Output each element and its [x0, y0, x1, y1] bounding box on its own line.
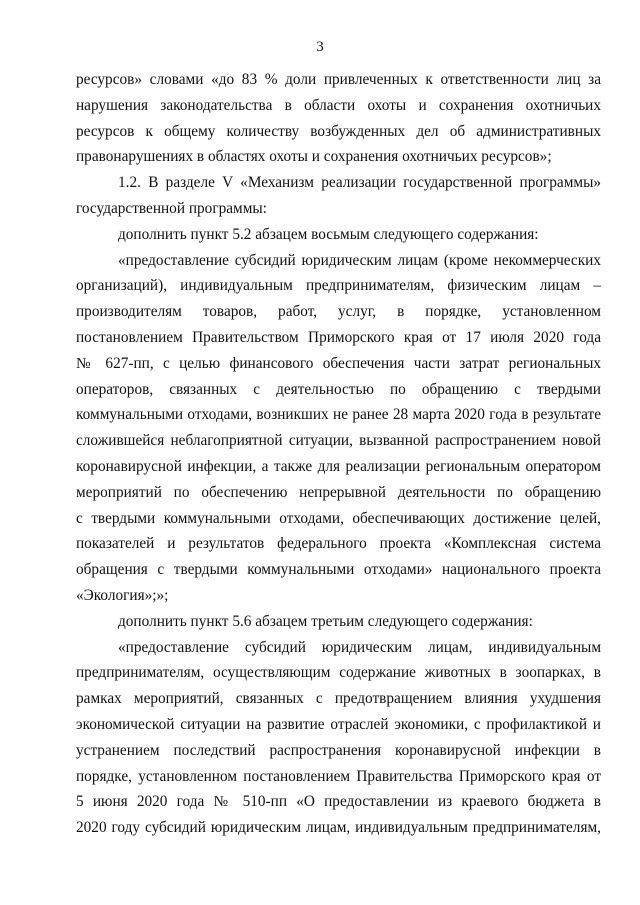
page-number: 3	[316, 39, 324, 55]
text-line: предпринимателям, осуществляющим содержание животных в зоопарках, в	[76, 664, 601, 682]
document-body	[76, 67, 601, 841]
text-line: 1.2. В разделе V «Механизм реализации государственной программы»	[118, 174, 601, 192]
text-line: экономической ситуации на развитие отраслей экономики, с профилактикой и	[76, 715, 601, 733]
text-line: № 627-пп, с целью финансового обеспечения части затрат региональных	[76, 354, 601, 372]
text-line: «Экология»;»;	[76, 586, 169, 604]
text-line: дополнить пункт 5.6 абзацем третьим следующего содержания:	[118, 612, 533, 630]
text-line: дополнить пункт 5.2 абзацем восьмым следующего содержания:	[118, 225, 539, 243]
text-line: сложившейся неблагоприятной ситуации, вызванной распространением новой	[76, 432, 601, 450]
text-line: постановлением Правительством Приморского края от 17 июля 2020 года	[76, 328, 601, 346]
text-line: с твердыми коммунальными отходами, обеспечивающих достижение целей,	[76, 509, 601, 527]
text-line: порядке, установленном постановлением Правительства Приморского края от	[76, 767, 601, 785]
text-line: нарушения законодательства в области охоты и сохранения охотничьих	[76, 96, 601, 114]
text-line: 2020 году субсидий юридическим лицам, индивидуальным предпринимателям,	[76, 819, 601, 837]
text-line: ресурсов» словами «до 83 % доли привлеченных к ответственности лиц за	[76, 71, 601, 88]
text-line: правонарушениях в областях охоты и сохранения охотничьих ресурсов»;	[76, 148, 552, 166]
text-line: коммунальными отходами, возникших не ранее 28 марта 2020 года в результате	[76, 406, 601, 424]
text-line: «предоставление субсидий юридическим лицам, индивидуальным	[118, 638, 601, 656]
text-line: обращения с твердыми коммунальными отходами» национального проекта	[76, 561, 601, 579]
text-line: показателей и результатов федерального проекта «Комплексная система	[76, 535, 601, 553]
text-line: государственной программы:	[76, 199, 267, 217]
text-line: ресурсов к общему количеству возбужденных дел об административных	[76, 122, 601, 140]
text-line: организаций), индивидуальным предпринимателям, физическим лицам –	[76, 277, 601, 295]
text-line: устранением последствий распространения коронавирусной инфекции в	[76, 741, 601, 759]
text-line: «предоставление субсидий юридическим лицам (кроме некоммерческих	[118, 251, 601, 269]
text-line: рамках мероприятий, связанных с предотвращением влияния ухудшения	[76, 690, 601, 708]
text-line: операторов, связанных с деятельностью по обращению с твердыми	[76, 380, 601, 398]
text-line: коронавирусной инфекции, а также для реализации региональным оператором	[76, 457, 601, 475]
text-line: мероприятий по обеспечению непрерывной деятельности по обращению	[76, 483, 601, 501]
text-line: производителям товаров, работ, услуг, в порядке, установленном	[76, 303, 601, 321]
text-line: 5 июня 2020 года № 510-пп «О предоставлении из краевого бюджета в	[76, 793, 601, 811]
